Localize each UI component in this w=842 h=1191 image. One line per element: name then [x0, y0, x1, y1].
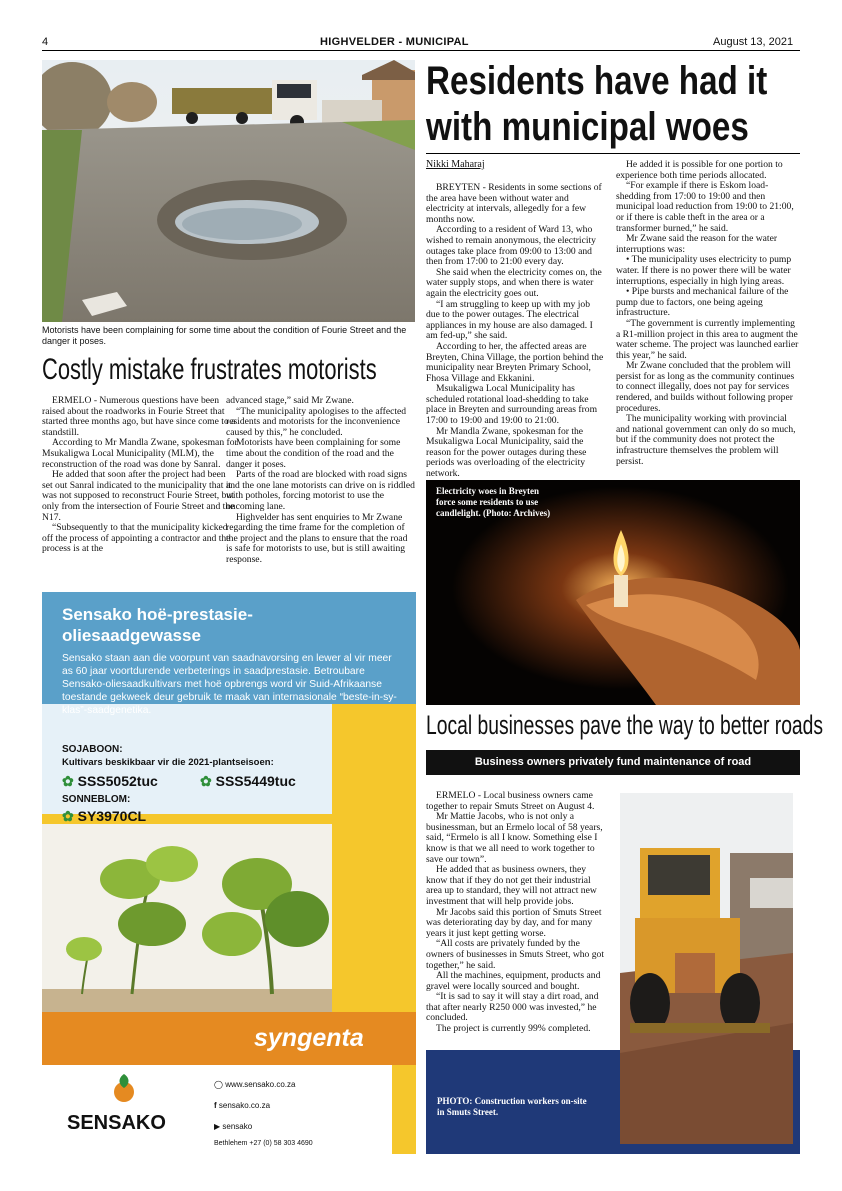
soya-cultivar-1 — [62, 773, 158, 790]
road-pothole-photo — [42, 60, 415, 322]
paragraph: “It is sad to say it will stay a dirt road, and that after nearly R250 000 was invested,” he concluded. — [426, 991, 599, 1024]
business-photo-caption — [437, 1096, 587, 1118]
paragraph: BREYTEN - Residents in some sections of the area have been without water and electricity at intervals, allegedly for a few months now. — [426, 182, 602, 225]
contact-youtube[interactable] — [214, 1116, 313, 1137]
paragraph: Msukaligwa Local Municipality has scheduled rotational load-shedding to take place in Breyten and surrounding areas from 17:00 to 19:00 and 19:00 to 21:00. — [426, 383, 598, 427]
motorists-headline: Costly mistake frustrates motorists — [42, 353, 377, 386]
paragraph: He added that as business owners, they know that if they do not get their industrial area up to standard, they will not attract new investment that will help provide jobs. — [426, 864, 597, 907]
contact-text: sensako — [222, 1122, 253, 1131]
paragraph: Mr Mattie Jacobs, who is not only a businessman, but an Ermelo local of 58 years, said, “Ermelo is all I know. Something else I know is that we all need to work together to save our town”. — [426, 811, 603, 865]
paragraph: According to Mr Mandla Zwane, spokesman for Msukaligwa Local Municipality (MLM), the reconstruction of the road was done by Sanral. — [42, 437, 238, 470]
caption-line: candlelight. (Photo: Archives) — [436, 508, 551, 518]
paragraph: “Subsequently to that the municipality kicked off the process of appointing a contractor and the process is at the — [42, 522, 231, 555]
paragraph: Mr Mandla Zwane, spokesman for the Msukaligwa Local Municipality, said the reason for the power outages during these periods was overloading of the electricity network. — [426, 425, 587, 480]
byline: Nikki Maharaj — [426, 159, 485, 170]
residents-headline — [426, 58, 804, 150]
paragraph: Mr Jacobs said this portion of Smuts Street was deteriorating day by day, and for many years it just kept getting worse. — [426, 906, 602, 939]
motorists-column-2 — [226, 396, 416, 566]
advert-title-line: oliesaadgewasse — [62, 626, 201, 645]
cultivar-name: SY3970CL — [77, 808, 147, 824]
contact-text: sensako.co.za — [218, 1101, 271, 1110]
advert-body: Sensako staan aan die voorpunt van saadnavorsing en lewer al vir meer as 60 jaar voortdurende verbeterings in saadprestasie. Betroubare Sensako-oliesaadkultivars met hoë opbrengs word vir Suid-Afrikaanse toestande gekweek deur gebruik te maak van internasionale “beste-in-sy-klas”-saadgenetika. — [62, 653, 397, 716]
caption-line: Electricity woes in Breyten — [436, 486, 540, 496]
headline-line: with municipal woes — [426, 105, 749, 149]
paragraph: ERMELO - Numerous questions have been raised about the roadworks in Fourie Street that started three months ago, but have since come to a standstill. — [42, 395, 236, 438]
paragraph: According to a resident of Ward 13, who wished to remain anonymous, the electricity outages take place from 09:00 to 13:00 and then from 17:00 to 21:00 every day. — [426, 224, 596, 268]
leaf-icon: ✿ — [62, 808, 74, 824]
advert-title-line: Sensako hoë-prestasie- — [62, 605, 253, 624]
contact-text: www.sensako.co.za — [225, 1080, 296, 1089]
header-rule — [42, 50, 800, 51]
contact-phone: Bethlehem +27 (0) 58 303 4690 — [214, 1140, 313, 1147]
motorists-column-1 — [42, 396, 238, 555]
paragraph: • Pipe bursts and mechanical failure of the pump due to factors, one being ageing infrastructure. — [616, 286, 789, 319]
paragraph: “For example if there is Eskom load-shedding from 17:00 to 19:00 and then municipal load reduction from 19:00 to 21:00, or if there is cable theft in the area or a transformer burned,” he said. — [616, 180, 794, 234]
soya-label: SOJABOON: — [62, 744, 123, 755]
paragraph: “All costs are privately funded by the owners of businesses in Smuts Street, who got together,” he said. — [426, 938, 605, 971]
candle-photo — [426, 480, 800, 705]
paragraph: advanced stage,” said Mr Zwane. — [226, 395, 354, 406]
sunflower-label: SONNEBLOM: — [62, 794, 131, 805]
cultivar-name: SSS5449tuc — [215, 773, 296, 789]
contact-facebook[interactable] — [214, 1095, 313, 1116]
caption-line: in Smuts Street. — [437, 1107, 499, 1117]
headline-rule — [426, 153, 800, 154]
paragraph: Highvelder has sent enquiries to Mr Zwane regarding the time frame for the completion of the project and the plans to ensure that the road is safe for motorists to use, but is still awaiting response. — [226, 511, 408, 565]
grader-photo — [620, 793, 793, 1144]
syngenta-logo — [254, 1024, 364, 1053]
road-photo-caption: Motorists have been complaining for some time about the condition of Fourie Street and the danger it poses. — [42, 325, 407, 346]
advert-title — [62, 604, 253, 646]
business-subheadline-bar — [426, 750, 800, 775]
globe-icon: ◯ — [214, 1080, 223, 1089]
advert-yellow-strip — [332, 704, 416, 1012]
cultivar-name: SSS5052tuc — [77, 773, 158, 789]
youtube-icon: ▶ — [214, 1122, 221, 1131]
paragraph: All the machines, equipment, products and gravel were locally sourced and bought. — [426, 970, 601, 992]
paragraph: Mr Zwane concluded that the problem will persist for as long as the community continues to connect illegally, does not pay for services rendered, and builds without following proper procedures. — [616, 360, 795, 414]
headline-line: Residents have had it — [426, 59, 768, 103]
leaf-icon: ✿ — [62, 773, 74, 789]
business-subheadline: Business owners privately fund maintenance of road — [474, 756, 752, 768]
advert-contacts — [214, 1074, 313, 1151]
soya-cultivar-2 — [200, 773, 296, 790]
paragraph: The municipality working with provincial and national government can only do so much, but if the community does not protect the infrastructure themselves the problem will persist. — [616, 413, 796, 467]
sensako-advert[interactable] — [42, 592, 416, 1154]
page-number: 4 — [42, 36, 49, 48]
paragraph: Parts of the road are blocked with road signs and the one lane motorists can drive on is riddled with potholes, forcing motorist to use the oncoming lane. — [226, 469, 415, 512]
paragraph: “The government is currently implementing a R1-million project in this area to augment the water scheme. The project was launched earlier this year,” he said. — [616, 317, 799, 361]
facebook-icon: f — [214, 1101, 217, 1110]
leaf-icon: ✿ — [200, 773, 212, 789]
caption-line: force some residents to use — [436, 497, 539, 507]
paragraph: Mr Zwane said the reason for the water interruptions was: — [616, 233, 778, 255]
issue-date: August 13, 2021 — [713, 36, 794, 48]
paragraph: Motorists have been complaining for some time about the condition of the road and the danger it poses. — [226, 437, 401, 470]
contact-web[interactable] — [214, 1074, 313, 1095]
paragraph: The project is currently 99% completed. — [436, 1023, 591, 1035]
business-column — [426, 791, 604, 1035]
syngenta-wordmark: syngenta — [254, 1024, 364, 1052]
paragraph: According to her, the affected areas are Breyten, China Village, the portion behind the municipality near Breyten Primary School, Fhosa Village and Ekkanini. — [426, 340, 604, 384]
business-headline: Local businesses pave the way to better roads — [426, 710, 824, 740]
candle-photo-caption — [436, 486, 550, 519]
paragraph: “I am struggling to keep up with my job due to the power outages. The electrical appliances in my house are also damaged. I am fed-up,” she said. — [426, 298, 593, 342]
paragraph: “The municipality apologises to the affected residents and motorists for the inconvenience caused by this,” he concluded. — [226, 405, 407, 438]
residents-column-2 — [616, 160, 800, 467]
sensako-wordmark: SENSAKO — [67, 1112, 166, 1134]
sunflower-cultivar-1 — [62, 808, 146, 825]
paragraph: He added that soon after the project had been set out Sanral indicated to the municipality that it was not supposed to reconstruct Fourie Street, but only from the intersection of Fourie Street and the N17. — [42, 469, 235, 523]
paragraph: He added it is possible for one portion to experience both time periods allocated. — [616, 159, 783, 181]
section-title: HIGHVELDER - MUNICIPAL — [320, 36, 469, 48]
caption-line: PHOTO: Construction workers on-site — [437, 1096, 587, 1106]
sensako-logo-icon — [106, 1070, 142, 1111]
residents-column-1 — [426, 183, 606, 480]
paragraph: She said when the electricity comes on, the water supply stops, and when there is water again the electricity goes out. — [426, 266, 602, 299]
cultivars-label: Kultivars beskikbaar vir die 2021-plantseisoen: — [62, 757, 274, 768]
paragraph: ERMELO - Local business owners came together to repair Smuts Street on August 4. — [426, 790, 595, 812]
soybean-seedlings-image — [42, 824, 332, 1012]
paragraph: • The municipality uses electricity to pump water. If there is no power there will be water interruptions, especially in high lying areas. — [616, 254, 792, 287]
